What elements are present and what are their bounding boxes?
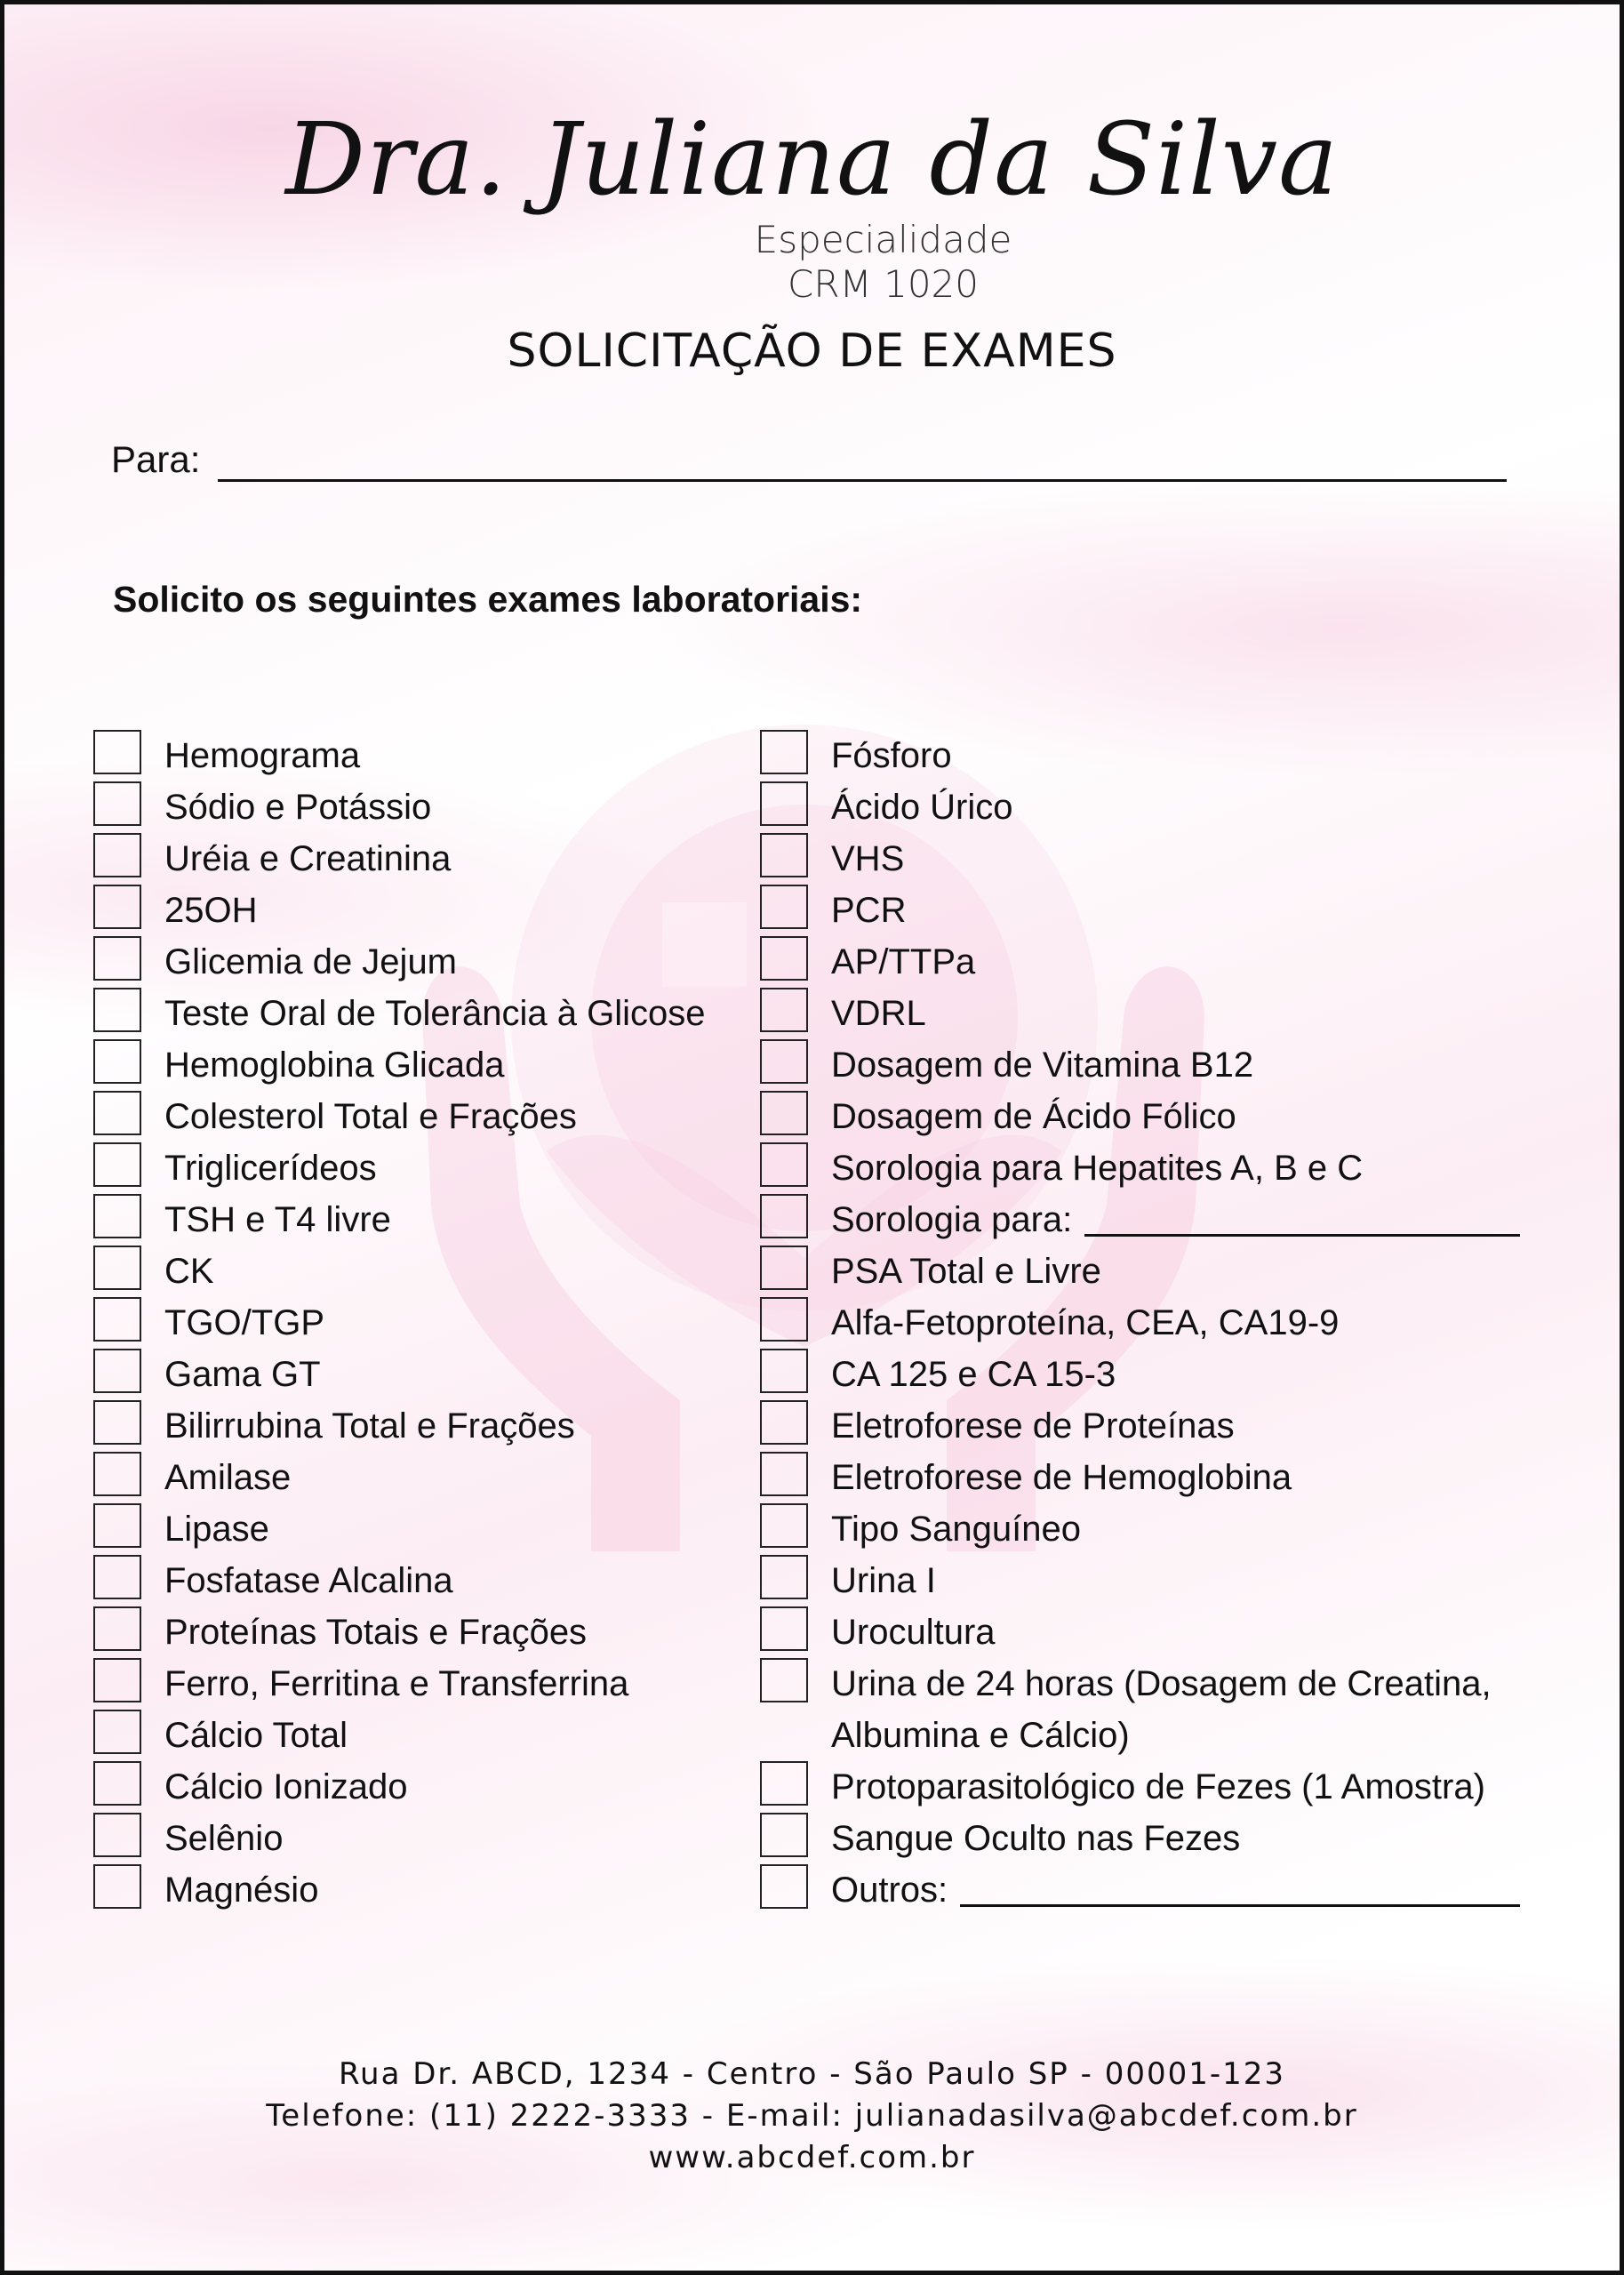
- exam-item: [760, 1603, 1542, 1654]
- exam-item: [760, 881, 1542, 933]
- form-title: SOLICITAÇÃO DE EXAMES: [507, 324, 1117, 378]
- exam-checkbox[interactable]: [760, 988, 808, 1032]
- exam-checkbox[interactable]: [93, 988, 141, 1032]
- exam-item: [93, 1397, 742, 1448]
- exam-list-right: [760, 726, 1542, 1912]
- exam-item: [760, 984, 1542, 1036]
- exam-item: [93, 778, 742, 829]
- exam-label: TSH e T4 livre: [164, 1200, 391, 1239]
- exam-item: [760, 1345, 1542, 1397]
- exam-label: CA 125 e CA 15-3: [831, 1355, 1116, 1394]
- exam-label: CK: [164, 1252, 214, 1291]
- intro-text: Solicito os seguintes exames laboratoriais:: [113, 579, 863, 620]
- exam-checkbox[interactable]: [760, 1091, 808, 1135]
- doctor-header: [4, 102, 1620, 307]
- exam-label: VDRL: [831, 994, 926, 1033]
- exam-checkbox[interactable]: [93, 936, 141, 981]
- exam-item: [93, 1758, 742, 1809]
- exam-checkbox[interactable]: [93, 1606, 141, 1651]
- exam-label: Eletroforese de Proteínas: [831, 1406, 1235, 1446]
- exam-label: Lipase: [164, 1510, 269, 1549]
- exam-label: PSA Total e Livre: [831, 1252, 1101, 1291]
- exam-checkbox[interactable]: [760, 1658, 808, 1702]
- exam-checkbox[interactable]: [760, 1452, 808, 1496]
- exam-checkbox[interactable]: [93, 781, 141, 826]
- exam-checkbox[interactable]: [93, 1091, 141, 1135]
- exam-checkbox[interactable]: [93, 1297, 141, 1342]
- exam-label: Cálcio Ionizado: [164, 1767, 408, 1806]
- exam-checkbox[interactable]: [760, 1864, 808, 1909]
- exam-list-left: [93, 726, 742, 1912]
- exam-label: Outros:: [831, 1870, 948, 1910]
- exam-checkbox[interactable]: [93, 1503, 141, 1548]
- exam-checkbox[interactable]: [760, 1246, 808, 1290]
- exam-item: [93, 1242, 742, 1294]
- footer-website: www.abcdef.com.br: [648, 2140, 976, 2175]
- exam-checkbox[interactable]: [760, 936, 808, 981]
- exam-label: Fósforo: [831, 736, 952, 775]
- serology-field-line[interactable]: [1084, 1234, 1520, 1237]
- exam-item: [93, 1500, 742, 1551]
- exam-label: Sorologia para Hepatites A, B e C: [831, 1149, 1364, 1188]
- doctor-specialty: Especialidade: [754, 218, 1012, 261]
- exam-label: Cálcio Total: [164, 1716, 348, 1755]
- exam-item: [93, 984, 742, 1036]
- exam-item: [760, 1758, 1542, 1809]
- footer-contact: [4, 2054, 1620, 2179]
- exam-label: Proteínas Totais e Frações: [164, 1613, 588, 1652]
- exam-item: [760, 1139, 1542, 1190]
- exam-checkbox[interactable]: [93, 1194, 141, 1238]
- exam-label-with-field: [831, 1194, 1520, 1246]
- exam-label: Gama GT: [164, 1355, 321, 1394]
- footer-address: Rua Dr. ABCD, 1234 - Centro - São Paulo SP - 00001-123: [338, 2056, 1286, 2092]
- exam-label: 25OH: [164, 891, 258, 930]
- exam-label: Triglicerídeos: [164, 1149, 377, 1188]
- exam-item: [760, 1861, 1542, 1912]
- exam-label: Teste Oral de Tolerância à Glicose: [164, 994, 706, 1033]
- exam-checkbox[interactable]: [760, 885, 808, 929]
- exam-label-with-field: [831, 1864, 1520, 1916]
- exam-label: Hemograma: [164, 736, 361, 775]
- exam-label: TGO/TGP: [164, 1303, 324, 1342]
- exam-item: [93, 1448, 742, 1500]
- exam-label: Bilirrubina Total e Frações: [164, 1406, 575, 1446]
- exam-label: Eletroforese de Hemoglobina: [831, 1458, 1292, 1497]
- exam-checkbox[interactable]: [93, 730, 141, 774]
- exam-item: [93, 1809, 742, 1861]
- exam-checkbox[interactable]: [760, 781, 808, 826]
- exam-item: [93, 1190, 742, 1242]
- exam-checkbox[interactable]: [93, 1349, 141, 1393]
- exam-item: [760, 1242, 1542, 1294]
- exam-label: PCR: [831, 891, 907, 930]
- exam-item: [760, 1087, 1542, 1139]
- exam-checkbox[interactable]: [93, 1142, 141, 1187]
- exam-label: Glicemia de Jejum: [164, 942, 458, 981]
- exam-label: Colesterol Total e Frações: [164, 1097, 577, 1136]
- exam-label: Amilase: [164, 1458, 292, 1497]
- exam-item: [760, 1500, 1542, 1551]
- exam-item: [93, 1087, 742, 1139]
- exam-checkbox[interactable]: [760, 1194, 808, 1238]
- exam-item: [760, 1448, 1542, 1500]
- exam-checkbox[interactable]: [760, 833, 808, 877]
- exam-item: [760, 778, 1542, 829]
- exam-checkbox[interactable]: [93, 1555, 141, 1599]
- exam-checkbox[interactable]: [760, 1349, 808, 1393]
- exam-item: [760, 1036, 1542, 1087]
- exam-item: [93, 1551, 742, 1603]
- exam-label: Ferro, Ferritina e Transferrina: [164, 1664, 629, 1703]
- exam-label: Tipo Sanguíneo: [831, 1510, 1081, 1549]
- exam-label: Alfa-Fetoproteína, CEA, CA19-9: [831, 1303, 1340, 1342]
- exam-checkbox[interactable]: [93, 833, 141, 877]
- exam-label: VHS: [831, 839, 905, 878]
- exam-label: Dosagem de Ácido Fólico: [831, 1097, 1236, 1136]
- exam-checkbox[interactable]: [760, 1400, 808, 1445]
- exam-checkbox[interactable]: [760, 1039, 808, 1084]
- exam-label: Sorologia para:: [831, 1200, 1073, 1239]
- exam-label: Dosagem de Vitamina B12: [831, 1045, 1254, 1085]
- doctor-crm: CRM 1020: [788, 262, 979, 306]
- exam-item: [93, 1861, 742, 1912]
- doctor-name: Dra. Juliana da Silva: [285, 102, 1339, 218]
- exam-label: Uréia e Creatinina: [164, 839, 452, 878]
- exam-label: Hemoglobina Glicada: [164, 1045, 505, 1085]
- exam-checkbox[interactable]: [760, 1297, 808, 1342]
- footer-contact-line: Telefone: (11) 2222-3333 - E-mail: julianadasilva@abcdef.com.br: [266, 2098, 1358, 2134]
- exam-checkbox[interactable]: [93, 1452, 141, 1496]
- exam-item: [93, 1036, 742, 1087]
- exam-checkbox[interactable]: [760, 1503, 808, 1548]
- recipient-label: Para:: [111, 438, 201, 480]
- exam-item: [93, 1294, 742, 1345]
- exam-item: [760, 1397, 1542, 1448]
- exam-label: Magnésio: [164, 1870, 319, 1910]
- exam-item: [760, 829, 1542, 881]
- exam-item: [93, 829, 742, 881]
- exam-item: [93, 1654, 742, 1706]
- exam-item: [93, 1139, 742, 1190]
- exam-label: Sangue Oculto nas Fezes: [831, 1819, 1241, 1858]
- exam-checkbox[interactable]: [760, 1813, 808, 1857]
- exam-item: [93, 1345, 742, 1397]
- exam-label: Ácido Úrico: [831, 788, 1013, 827]
- exam-checkbox[interactable]: [93, 1710, 141, 1754]
- exam-label: Selênio: [164, 1819, 284, 1858]
- exam-item: [93, 881, 742, 933]
- exam-checkbox[interactable]: [93, 1039, 141, 1084]
- exam-item: [760, 1809, 1542, 1861]
- exam-item: [760, 933, 1542, 984]
- exam-checkbox[interactable]: [760, 730, 808, 774]
- exam-label: Protoparasitológico de Fezes (1 Amostra): [831, 1767, 1485, 1806]
- exam-label: AP/TTPa: [831, 942, 976, 981]
- exam-checkbox[interactable]: [93, 1400, 141, 1445]
- exam-label: Urina I: [831, 1561, 936, 1600]
- exam-checkbox[interactable]: [93, 885, 141, 929]
- others-field-line[interactable]: [960, 1904, 1520, 1907]
- exam-checkbox[interactable]: [93, 1246, 141, 1290]
- exam-item: [760, 726, 1542, 778]
- exam-label: Sódio e Potássio: [164, 788, 432, 827]
- exam-item: [760, 1654, 1542, 1758]
- exam-item: [93, 1706, 742, 1758]
- exam-checkbox[interactable]: [760, 1142, 808, 1187]
- exam-label: Urina de 24 horas (Dosagem de Creatina, Albumina e Cálcio): [831, 1664, 1492, 1755]
- recipient-field-line[interactable]: [218, 479, 1507, 482]
- exam-item: [93, 933, 742, 984]
- exam-item: [93, 726, 742, 778]
- exam-checkbox[interactable]: [93, 1864, 141, 1909]
- exam-item: [760, 1294, 1542, 1345]
- exam-checkbox[interactable]: [760, 1606, 808, 1651]
- exam-checkbox[interactable]: [93, 1813, 141, 1857]
- exam-checkbox[interactable]: [760, 1761, 808, 1806]
- exam-item: [93, 1603, 742, 1654]
- exam-checkbox[interactable]: [760, 1555, 808, 1599]
- exam-checkbox[interactable]: [93, 1761, 141, 1806]
- exam-item: [760, 1190, 1542, 1242]
- exam-label: Urocultura: [831, 1613, 996, 1652]
- exam-item: [760, 1551, 1542, 1603]
- exam-label: Fosfatase Alcalina: [164, 1561, 453, 1600]
- exam-checkbox[interactable]: [93, 1658, 141, 1702]
